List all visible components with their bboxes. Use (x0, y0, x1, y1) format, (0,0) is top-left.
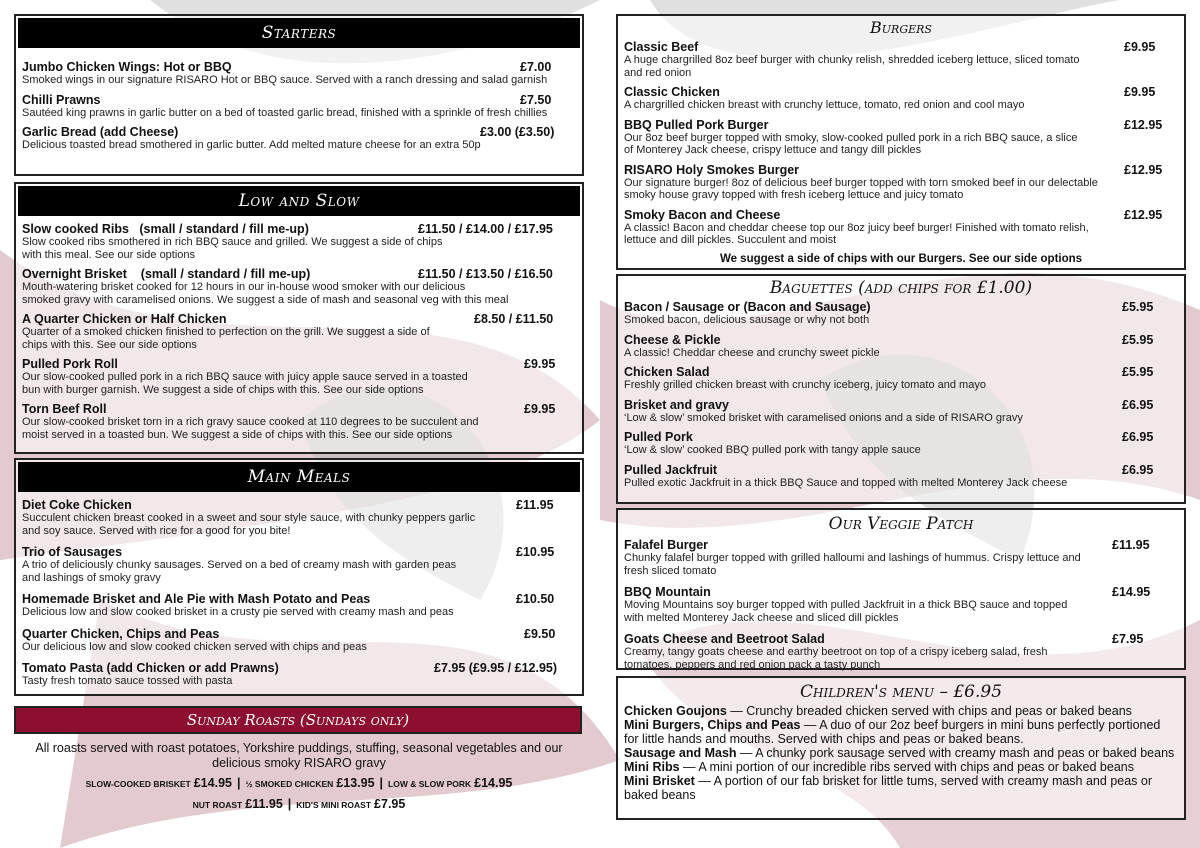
childrens-section (616, 676, 1186, 820)
menu-item-name: Overnight Brisket (small / standard / fill me-up) (22, 267, 311, 281)
menu-item-price: £6.95 (1122, 462, 1154, 477)
menu-item (618, 300, 1184, 327)
kids-menu-item-name: Mini Brisket (624, 774, 695, 788)
menu-item (618, 333, 1184, 360)
menu-item-name: RISARO Holy Smokes Burger (624, 162, 800, 177)
menu-item-description: Our slow-cooked pulled pork in a rich BBQ sauce with juicy apple sauce served in a toasted bun with burger garnish. We suggest a side of chips with this. See our side options (22, 371, 468, 396)
menu-item (618, 163, 1184, 202)
menu-item-description: Slow cooked ribs smothered in rich BBQ sauce and grilled. We suggest a side of chips with this meal. See our side options (22, 236, 443, 261)
roast-name: KID'S MINI ROAST (296, 800, 372, 810)
menu-item-price: £11.50 / £13.50 / £16.50 (418, 267, 553, 281)
menu-item-name: Classic Chicken (624, 85, 720, 99)
menu-item-description: A classic! Bacon and cheddar cheese top our 8oz juicy beef burger! Finished with tomato relish, lettuce and dill pickles. Succulent and moist (624, 221, 1089, 246)
kids-menu-item-name: Chicken Goujons (624, 704, 727, 718)
menu-item (618, 85, 1184, 112)
menu-item-name: Pulled Pork Roll (22, 357, 118, 371)
menu-item-description: A chargrilled chicken breast with crunchy lettuce, tomato, red onion and cool mayo (624, 99, 1025, 111)
menu-item (16, 93, 582, 120)
menu-item-price: £12.95 (1124, 117, 1163, 132)
menu-item-name: Pulled Pork (624, 430, 693, 444)
menu-item-name: Slow cooked Ribs (small / standard / fill me-up) (22, 222, 309, 236)
sunday-roasts-title: Sunday Roasts (Sundays only) (14, 706, 582, 734)
menu-item (16, 661, 582, 688)
burgers-list (618, 38, 1184, 247)
menu-item-price: £11.50 / £14.00 / £17.95 (418, 222, 553, 236)
menu-item-name: Quarter Chicken, Chips and Peas (22, 626, 220, 641)
kids-menu-item-name: Mini Burgers, Chips and Peas (624, 718, 801, 732)
menu-item-description: ‘Low & slow’ cooked BBQ pulled pork with tangy apple sauce (624, 444, 921, 456)
menu-item-name: Homemade Brisket and Ale Pie with Mash Potato and Peas (22, 592, 371, 606)
menu-item-price: £12.95 (1124, 162, 1163, 177)
kids-menu-item-description: — A portion of our fab brisket for little tums, served with creamy mash and peas or baked beans (624, 774, 1153, 802)
menu-item-name: Torn Beef Roll (22, 402, 107, 416)
kids-menu-item (618, 746, 1184, 760)
main-meals-section (14, 458, 584, 696)
menu-item-description: A huge chargrilled 8oz beef burger with chunky relish, shredded iceberg lettuce, sliced tomato and red onion (624, 54, 1080, 79)
roast-name: NUT ROAST (192, 800, 243, 810)
roast-price: £7.95 (374, 797, 406, 811)
kids-menu-item (618, 704, 1184, 718)
veggie-list (618, 534, 1184, 671)
baguettes-list (618, 298, 1184, 489)
menu-item (16, 125, 582, 152)
menu-item (618, 632, 1184, 671)
menu-item (16, 627, 582, 654)
menu-item-price: £6.95 (1122, 430, 1154, 444)
burgers-note: We suggest a side of chips with our Burgers. See our side options (719, 252, 1083, 265)
menu-item (618, 365, 1184, 392)
baguettes-section (616, 274, 1186, 504)
starters-section (14, 14, 584, 176)
kids-menu-item-description: — A mini portion of our incredible ribs served with chips and peas or baked beans (679, 760, 1134, 774)
menu-item (16, 545, 582, 584)
menu-item-description: Our signature burger! 8oz of delicious beef burger topped with torn smoked beef in our delectable smoky house gravy topped with fresh iceberg lettuce and juicy tomato (624, 176, 1098, 201)
menu-item-description: Sautéed king prawns in garlic butter on a bed of toasted garlic bread, finished with a sprinkle of fresh chillies (22, 106, 548, 119)
menu-item-name: A Quarter Chicken or Half Chicken (22, 312, 227, 326)
menu-item-price: £10.50 (516, 592, 555, 606)
menu-item (16, 402, 582, 441)
menu-item (16, 592, 582, 619)
roast-name: LOW & SLOW PORK (388, 779, 472, 789)
menu-item-price: £5.95 (1122, 365, 1154, 379)
childrens-title: Children's menu – £6.95 (799, 682, 1003, 702)
burgers-section (616, 14, 1186, 270)
menu-item-name: Chilli Prawns (22, 92, 101, 107)
menu-item-description: ‘Low & slow’ smoked brisket with caramelised onions and a side of RISARO gravy (624, 411, 1023, 424)
menu-item-name: Diet Coke Chicken (22, 498, 132, 512)
roast-price: £11.95 (245, 797, 283, 811)
menu-item-price: £11.95 (1112, 538, 1150, 552)
menu-item-price: £5.95 (1122, 332, 1154, 347)
menu-item-name: Bacon / Sausage or (Bacon and Sausage) (624, 300, 871, 314)
menu-item-name: Classic Beef (624, 40, 699, 54)
price-separator: | (287, 797, 292, 811)
roast-price: £14.95 (193, 776, 232, 790)
menu-item (618, 118, 1184, 157)
menu-item-description: Freshly grilled chicken breast with crunchy iceberg, juicy tomato and mayo (624, 379, 986, 391)
sunday-roasts-intro: All roasts served with roast potatoes, Yorkshire puddings, stuffing, seasonal vegetables and our delicious smoky RISARO gravy (35, 741, 563, 770)
menu-item-price: £7.00 (520, 60, 552, 74)
menu-item-price: £7.50 (520, 92, 552, 107)
kids-menu-item (618, 774, 1184, 802)
menu-item-description: Delicious low and slow cooked brisket in a crusty pie served with creamy mash and peas (22, 606, 454, 618)
menu-item-price: £9.95 (524, 357, 556, 371)
menu-item-description: Moving Mountains soy burger topped with pulled Jackfruit in a thick BBQ sauce and topped with melted Monterey Jack cheese and sliced dill pickles (624, 599, 1068, 624)
sunday-roasts-prices-row1 (14, 776, 584, 792)
childrens-list (618, 702, 1184, 802)
kids-menu-item (618, 760, 1184, 774)
burgers-title: Burgers (870, 18, 932, 37)
roast-price: £14.95 (474, 776, 513, 790)
menu-item-name: BBQ Mountain (624, 585, 711, 599)
low-and-slow-title: Low and Slow (18, 186, 580, 216)
menu-item-price: £10.95 (516, 545, 555, 559)
menu-item-name: Goats Cheese and Beetroot Salad (624, 632, 825, 646)
menu-item-price: £11.95 (516, 498, 554, 512)
menu-item-description: Pulled exotic Jackfruit in a thick BBQ Sauce and topped with melted Monterey Jack cheese (624, 476, 1068, 489)
menu-item-price: £5.95 (1122, 300, 1154, 314)
menu-item-description: A classic! Cheddar cheese and crunchy sweet pickle (624, 346, 880, 359)
menu-item-description: Smoked wings in our signature RISARO Hot or BBQ sauce. Served with a ranch dressing and salad garnish (22, 74, 548, 86)
menu-item (618, 430, 1184, 457)
menu-item-name: Falafel Burger (624, 538, 709, 552)
menu-item-price: £9.95 (1124, 40, 1156, 54)
menu-item (16, 60, 582, 87)
veggie-title: Our Veggie Patch (828, 514, 974, 534)
menu-item-description: A trio of deliciously chunky sausages. Served on a bed of creamy mash with garden peas and lashings of smoky gravy (22, 559, 457, 584)
kids-menu-item-description: — Crunchy breaded chicken served with chips and peas or baked beans (726, 704, 1132, 718)
menu-item-price: £9.50 (524, 626, 556, 641)
menu-item-price: £9.95 (1124, 85, 1156, 99)
menu-item-description: Tasty fresh tomato sauce tossed with pasta (22, 675, 233, 687)
menu-item-name: Trio of Sausages (22, 545, 123, 559)
low-and-slow-section (14, 182, 584, 454)
menu-item-name: Smoky Bacon and Cheese (624, 207, 781, 222)
menu-item (16, 357, 582, 396)
roast-name: ½ SMOKED CHICKEN (245, 779, 334, 789)
menu-item-description: Delicious toasted bread smothered in garlic butter. Add melted mature cheese for an extra 50p (22, 139, 481, 151)
menu-item-description: Mouth-watering brisket cooked for 12 hours in our in-house wood smoker with our delicious smoked gravy with caramelised onions. We suggest a side of mash and seasonal veg with this meal (22, 281, 509, 306)
menu-item (618, 208, 1184, 247)
roast-price: £13.95 (336, 776, 375, 790)
menu-item-price: £8.50 / £11.50 (474, 312, 554, 326)
menu-item (16, 312, 582, 351)
menu-item-description: Succulent chicken breast cooked in a sweet and sour style sauce, with chunky peppers garlic and soy sauce. Served with rice for a good for you bite! (22, 512, 476, 537)
kids-menu-item-description: — A chunky pork sausage served with creamy mash and peas or baked beans (736, 746, 1175, 760)
menu-item (618, 538, 1184, 577)
menu-item-price: £14.95 (1112, 585, 1151, 599)
veggie-section (616, 508, 1186, 670)
price-separator: | (379, 776, 384, 790)
menu-item (16, 498, 582, 537)
menu-item-description: Smoked bacon, delicious sausage or why not both (624, 314, 870, 326)
price-separator: | (236, 776, 241, 790)
menu-item-name: BBQ Pulled Pork Burger (624, 117, 769, 132)
menu-item-name: Cheese & Pickle (624, 332, 721, 347)
kids-menu-item-description: — A duo of our 2oz beef burgers in mini buns perfectly portioned for little hands and mouths. Served with chips and peas or baked beans. (624, 718, 1161, 746)
kids-menu-item-name: Mini Ribs (624, 760, 680, 774)
menu-item (618, 40, 1184, 79)
baguettes-title: Baguettes (add chips for £1.00) (769, 278, 1033, 298)
menu-item-name: Brisket and gravy (624, 397, 729, 412)
roast-name: SLOW-COOKED BRISKET (85, 779, 191, 789)
menu-item-price: £7.95 (1112, 632, 1144, 646)
menu-item-price: £12.95 (1124, 207, 1163, 222)
menu-item-price: £9.95 (524, 402, 556, 416)
menu-item (618, 398, 1184, 425)
menu-item (618, 463, 1184, 490)
main-meals-list (16, 492, 582, 688)
menu-item-description: Chunky falafel burger topped with grilled halloumi and lashings of hummus. Crispy lettuce and fresh sliced tomato (624, 552, 1081, 577)
menu-item (618, 585, 1184, 624)
menu-item-name: Jumbo Chicken Wings: Hot or BBQ (22, 60, 232, 74)
kids-menu-item (618, 718, 1184, 746)
starters-list (16, 48, 582, 152)
starters-title: Starters (18, 18, 580, 48)
menu-item (16, 222, 582, 261)
menu-item-price: £3.00 (£3.50) (480, 125, 555, 139)
menu-item-description: Our delicious low and slow cooked chicken served with chips and peas (22, 640, 367, 653)
menu-item-price: £6.95 (1122, 397, 1154, 412)
menu-item-name: Garlic Bread (add Cheese) (22, 125, 179, 139)
low-and-slow-list (16, 216, 582, 441)
menu-item (16, 267, 582, 306)
menu-item-description: Our slow-cooked brisket torn in a rich gravy sauce cooked at 110 degrees to be succulent and moist served in a toasted bun. We suggest a side of chips with this. See our side options (22, 416, 479, 441)
kids-menu-item-name: Sausage and Mash (624, 746, 737, 760)
menu-item-price: £7.95 (£9.95 / £12.95) (434, 661, 558, 675)
sunday-roasts-prices-row2 (14, 797, 584, 813)
menu-item-name: Chicken Salad (624, 365, 710, 379)
main-meals-title: Main Meals (18, 462, 580, 492)
menu-item-name: Tomato Pasta (add Chicken or add Prawns) (22, 661, 279, 675)
menu-item-description: Quarter of a smoked chicken finished to perfection on the grill. We suggest a side of chips with this. See our side options (22, 326, 430, 351)
menu-item-description: Our 8oz beef burger topped with smoky, slow-cooked pulled pork in a rich BBQ sauce, a slice of Monterey Jack cheese, crispy lettuce and tangy dill pickles (624, 131, 1078, 156)
menu-item-description: Creamy, tangy goats cheese and earthy beetroot on top of a crispy iceberg salad, fresh tomatoes, peppers and red onion pack a tasty punch (624, 646, 1048, 671)
menu-item-name: Pulled Jackfruit (624, 462, 718, 477)
